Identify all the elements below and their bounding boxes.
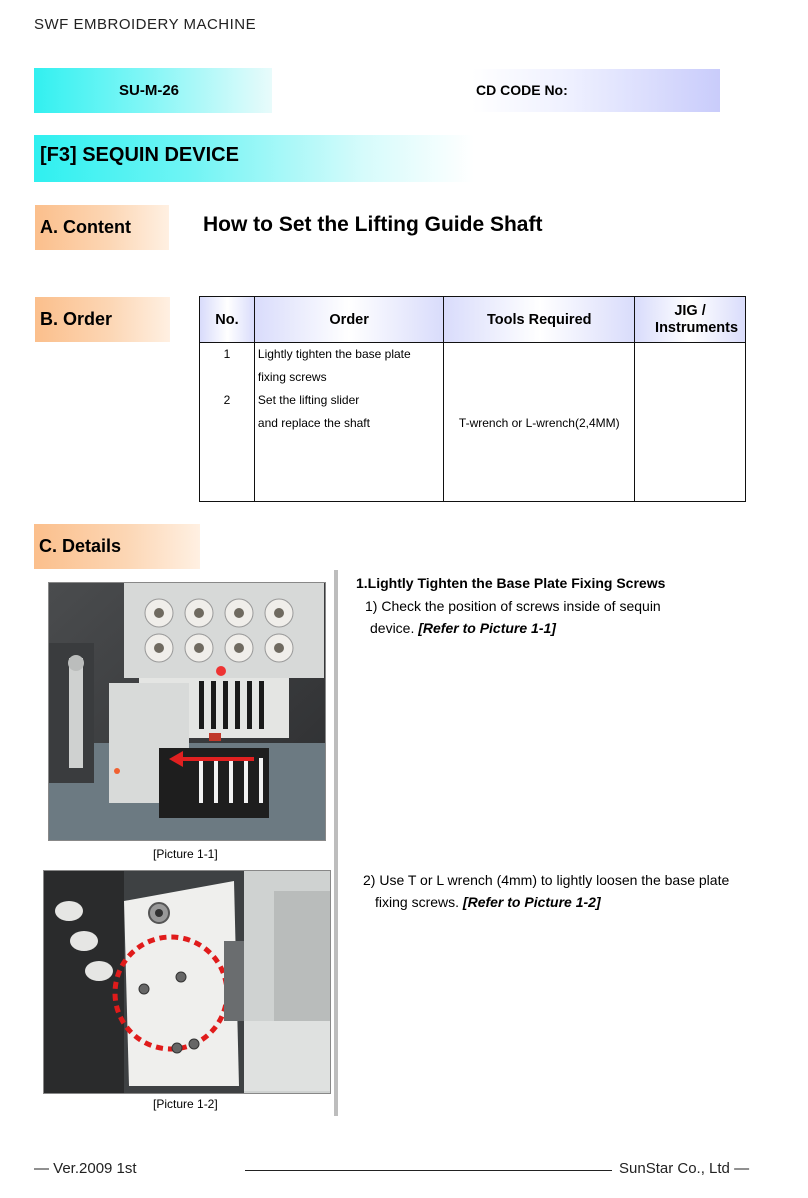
order-table-header [200,297,746,343]
step2-line2 [375,891,601,913]
step-number: 1 [223,347,231,361]
step2-text: fixing screws. [375,894,460,910]
step-number: 2 [223,393,231,407]
details-tag: C. Details [34,524,200,569]
step1-line2 [370,617,556,639]
order-line: Set the lifting slider [257,393,360,407]
doc-code-box: SU-M-26 [34,68,272,113]
order-line: Lightly tighten the base plate [257,347,411,361]
step-number [200,412,254,435]
jig-cell [635,343,746,502]
machine-head-photo [48,582,326,841]
step2-reference: [Refer to Picture 1-2] [462,894,601,910]
section-title: [F3] SEQUIN DEVICE [40,144,239,166]
step1-text: device. [370,620,415,636]
base-plate-photo [43,870,331,1094]
col-no: No. [200,297,255,343]
col-tools: Tools Required [444,297,635,343]
step1-reference: [Refer to Picture 1-1] [418,620,556,636]
col-jig-label: JIG / Instruments [655,302,739,336]
step-title: 1.Lightly Tighten the Base Plate Fixing Screws [356,575,666,591]
content-tag: A. Content [35,205,169,250]
order-line: fixing screws [257,370,327,384]
footer-rule [245,1170,612,1171]
col-jig [635,297,746,343]
order-tag: B. Order [35,297,170,342]
details-divider [334,570,338,1116]
picture-1-1-caption: [Picture 1-1] [153,847,218,861]
step1-line1: 1) Check the position of screws inside of sequin [365,598,661,614]
cd-code-box: CD CODE No: [472,69,720,112]
tools-text: T-wrench or L-wrench(2,4MM) [458,416,620,430]
footer-version: — Ver.2009 1st [34,1160,137,1177]
section-title-band [34,135,474,182]
table-row [200,343,746,502]
footer-company: SunStar Co., Ltd — [619,1160,750,1177]
order-table [199,296,746,502]
content-heading: How to Set the Lifting Guide Shaft [203,213,543,236]
machine-head-image [49,583,325,840]
col-order: Order [254,297,444,343]
order-line: and replace the shaft [257,416,370,430]
order-cell [254,343,444,502]
no-cell [200,343,255,502]
document-header: SWF EMBROIDERY MACHINE [34,16,257,33]
step2-line1: 2) Use T or L wrench (4mm) to lightly loosen the base plate [363,872,730,888]
base-plate-image [44,871,330,1093]
picture-1-2-caption: [Picture 1-2] [153,1097,218,1111]
tools-cell [444,343,635,502]
step-number [200,366,254,389]
